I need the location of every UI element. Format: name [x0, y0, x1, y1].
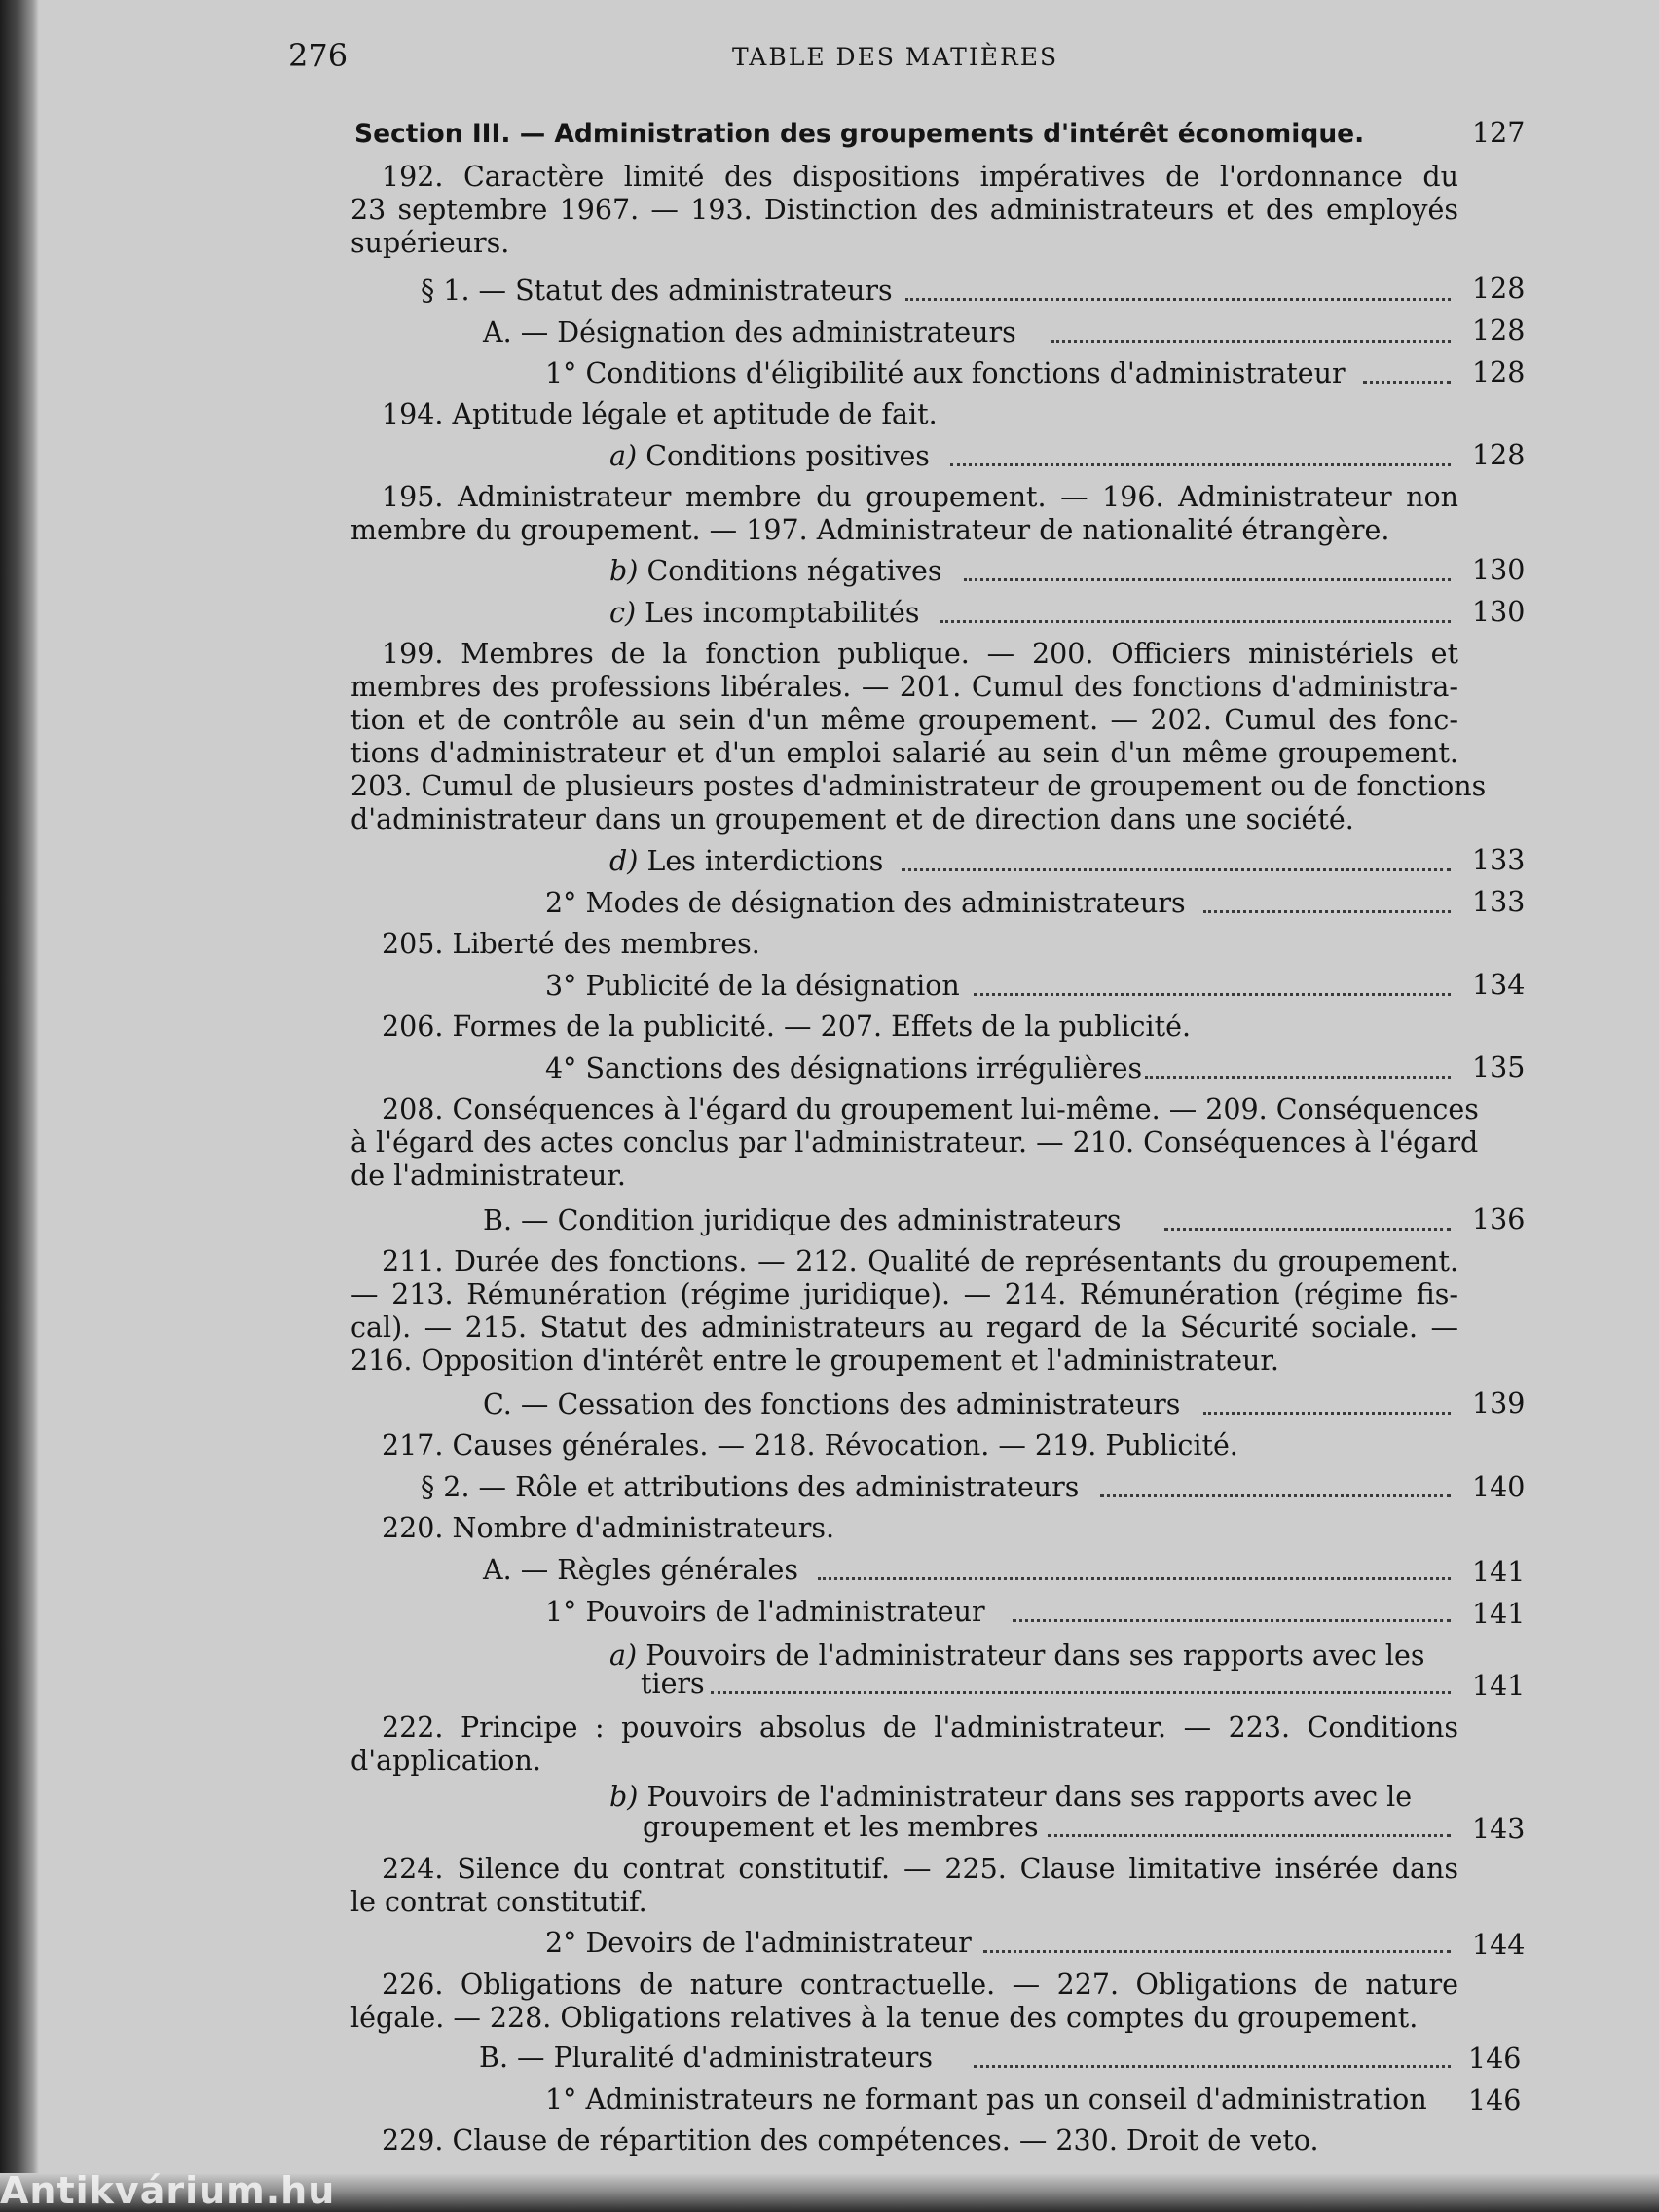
dot-leader: [905, 298, 1451, 301]
section-title: Section III. — Administration des groupements d'intérêt économique.: [354, 119, 1365, 149]
toc-heading: C. — Cessation des fonctions des administrateurs: [483, 1388, 1181, 1420]
toc-page-number: 127: [1472, 117, 1526, 149]
dot-leader: [983, 1950, 1451, 1953]
toc-page-number: 136: [1472, 1203, 1526, 1235]
dot-leader: [1203, 910, 1451, 913]
toc-page-number: 128: [1472, 314, 1526, 347]
toc-page-number: 146: [1468, 2084, 1522, 2117]
toc-heading: B. — Condition juridique des administrateurs: [483, 1204, 1122, 1236]
dot-leader: [1051, 340, 1451, 343]
dot-leader: [940, 620, 1451, 623]
toc-page-number: 133: [1472, 886, 1526, 918]
toc-heading: § 2. — Rôle et attributions des administrateurs: [421, 1471, 1080, 1503]
dot-leader: [711, 1691, 1451, 1694]
toc-paragraph: 199. Membres de la fonction publique. — 200. Officiers ministériels et membres des professions libérales. — 201. Cumul des fonctions d'administra- tion et de contrôle au sein d'un même groupement. — 202. Cumul des fonc- tions d'administrateur et d'un emploi salarié au sein d'un même groupement. 203. Cumul de plusieurs postes d'administrateur de groupement ou de fonctions d'administrateur dans un groupement et de direction dans une société.: [350, 638, 1487, 835]
toc-page-number: 130: [1472, 554, 1526, 586]
dot-leader: [950, 463, 1451, 466]
dot-leader: [974, 2065, 1451, 2068]
dot-leader: [1048, 1834, 1451, 1837]
toc-page-number: 128: [1472, 273, 1526, 305]
toc-paragraph: 208. Conséquences à l'égard du groupement lui-même. — 209. Conséquences à l'égard des actes conclus par l'administrateur. — 210. Conséquences à l'égard de l'administrateur.: [350, 1093, 1479, 1192]
toc-heading: a) Conditions positives: [609, 440, 930, 472]
toc-paragraph: 205. Liberté des membres.: [382, 928, 760, 960]
toc-page-number: 143: [1472, 1813, 1526, 1845]
toc-paragraph: 217. Causes générales. — 218. Révocation. — 219. Publicité.: [382, 1429, 1238, 1461]
dot-leader: [1363, 381, 1451, 384]
toc-heading: 2° Devoirs de l'administrateur: [545, 1927, 972, 1959]
toc-paragraph: 220. Nombre d'administrateurs.: [382, 1512, 835, 1544]
toc-paragraph: 222. Principe : pouvoirs absolus de l'administrateur. — 223. Conditions d'application.: [350, 1712, 1458, 1777]
toc-page-number: 135: [1472, 1051, 1526, 1084]
toc-heading: a) Pouvoirs de l'administrateur dans ses rapports avec les: [609, 1640, 1425, 1672]
toc-page-number: 128: [1472, 356, 1526, 388]
toc-heading-continuation: tiers: [641, 1668, 705, 1700]
dot-leader: [1100, 1494, 1451, 1497]
toc-paragraph: 206. Formes de la publicité. — 207. Effets de la publicité.: [382, 1011, 1192, 1043]
toc-page-number: 133: [1472, 844, 1526, 876]
page-number: 276: [288, 37, 349, 74]
toc-page-number: 141: [1472, 1556, 1526, 1588]
toc-page-number: 146: [1468, 2043, 1522, 2075]
dot-leader: [974, 993, 1451, 996]
page-binding-shadow: [0, 0, 39, 2212]
toc-paragraph: 229. Clause de répartition des compétences. — 230. Droit de veto.: [382, 2124, 1319, 2157]
dot-leader: [1145, 1076, 1451, 1079]
toc-paragraph: 192. Caractère limité des dispositions impératives de l'ordonnance du 23 septembre 1967. — 193. Distinction des administrateurs et des employés supérieurs.: [350, 161, 1458, 259]
toc-page-number: 144: [1472, 1929, 1526, 1961]
watermark: Antikvárium.hu: [0, 2169, 336, 2212]
dot-leader: [1013, 1619, 1451, 1622]
toc-page-number: 128: [1472, 439, 1526, 471]
toc-heading: § 1. — Statut des administrateurs: [421, 275, 893, 307]
toc-page-number: 141: [1472, 1670, 1526, 1702]
toc-paragraph: 226. Obligations de nature contractuelle. — 227. Obligations de nature légale. — 228. Obligations relatives à la tenue des comptes du groupement.: [350, 1969, 1458, 2034]
dot-leader: [1203, 1412, 1451, 1415]
toc-heading: A. — Désignation des administrateurs: [483, 316, 1016, 349]
toc-heading: B. — Pluralité d'administrateurs: [479, 2042, 934, 2074]
running-title: TABLE DES MATIÈRES: [732, 43, 1059, 71]
toc-page-number: 141: [1472, 1598, 1526, 1630]
toc-heading: 1° Administrateurs ne formant pas un conseil d'administration: [545, 2083, 1427, 2116]
toc-page-number: 140: [1472, 1471, 1526, 1503]
dot-leader: [818, 1577, 1451, 1580]
toc-heading: A. — Règles générales: [483, 1554, 799, 1586]
toc-paragraph: 194. Aptitude légale et aptitude de fait.: [382, 398, 938, 430]
toc-heading: b) Pouvoirs de l'administrateur dans ses rapports avec le: [609, 1781, 1413, 1813]
dot-leader: [964, 578, 1451, 581]
toc-page-number: 134: [1472, 969, 1526, 1001]
toc-paragraph: 224. Silence du contrat constitutif. — 225. Clause limitative insérée dans le contrat constitutif.: [350, 1853, 1458, 1918]
toc-heading: b) Conditions négatives: [609, 555, 942, 587]
toc-heading: d) Les interdictions: [609, 845, 884, 877]
toc-heading: 2° Modes de désignation des administrateurs: [545, 887, 1186, 919]
toc-heading: 1° Conditions d'éligibilité aux fonctions d'administrateur: [545, 357, 1346, 389]
toc-paragraph: 211. Durée des fonctions. — 212. Qualité de représentants du groupement. — 213. Rémunération (régime juridique). — 214. Rémunération (régime fis- cal). — 215. Statut des administrateurs au regard de la Sécurité sociale. — 216. Opposition d'intérêt entre le groupement et l'administrateur.: [350, 1245, 1458, 1377]
toc-heading: 4° Sanctions des désignations irrégulières: [545, 1052, 1143, 1085]
toc-page-number: 139: [1472, 1387, 1526, 1419]
toc-heading-continuation: groupement et les membres: [643, 1811, 1039, 1843]
toc-paragraph: 195. Administrateur membre du groupement. — 196. Administrateur non membre du groupement. — 197. Administrateur de nationalité étrangère.: [350, 481, 1458, 546]
toc-heading: 3° Publicité de la désignation: [545, 970, 960, 1002]
toc-heading: c) Les incomptabilités: [609, 597, 920, 629]
toc-heading: 1° Pouvoirs de l'administrateur: [545, 1596, 985, 1628]
dot-leader: [1164, 1228, 1451, 1231]
toc-page-number: 130: [1472, 596, 1526, 628]
dot-leader: [902, 868, 1451, 871]
